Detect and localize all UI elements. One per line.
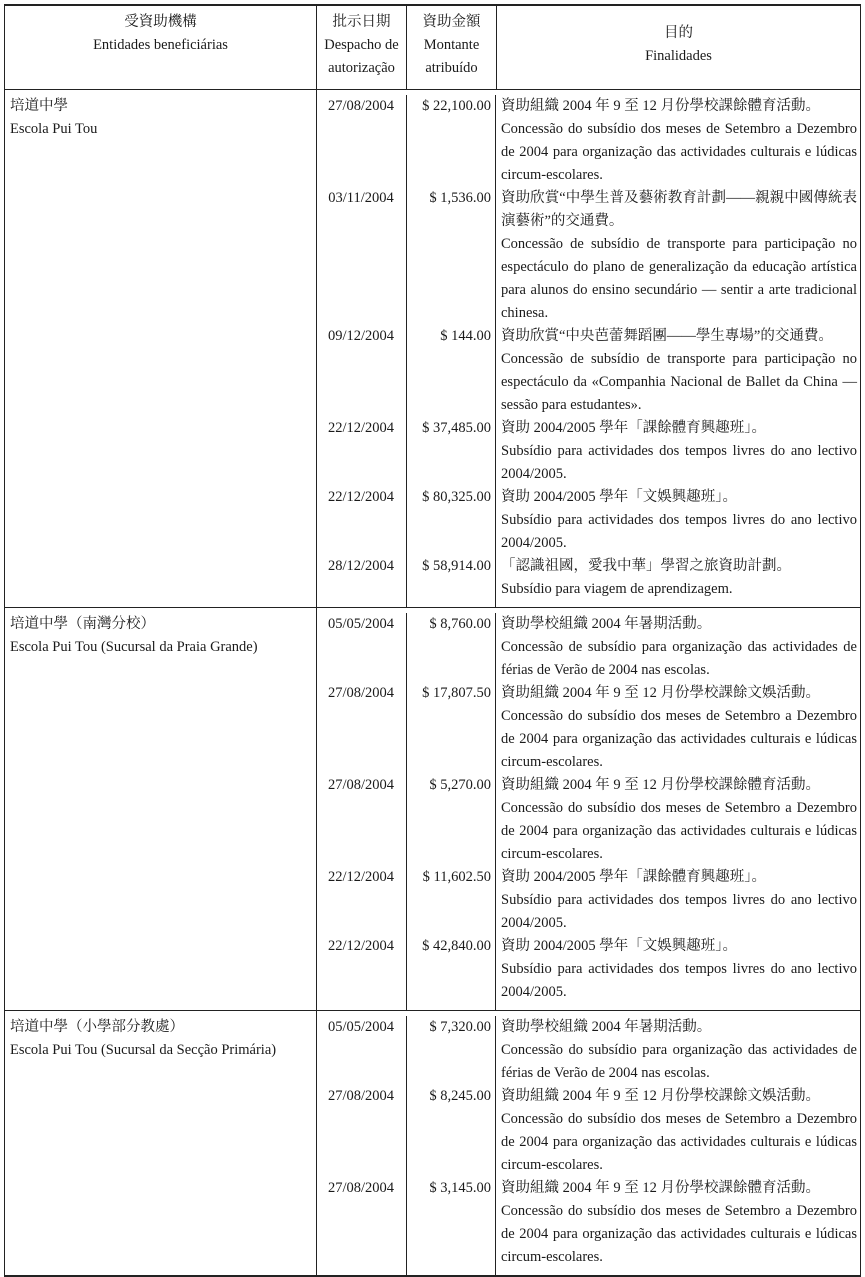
subsidy-table-page	[4, 4, 860, 1265]
entity-name-pt: Escola Pui Tou	[10, 121, 98, 137]
purpose-zh: 資助組織 2004 年 9 至 12 月份學校課餘文娛活動。	[501, 685, 820, 701]
amount-value: $ 5,270.00	[406, 774, 496, 866]
authorization-date: 27/08/2004	[327, 1180, 395, 1196]
header-purpose-pt: Finalidades	[645, 48, 712, 64]
table-row	[316, 608, 861, 682]
purpose-zh: 資助欣賞“中學生普及藝術教育計劃——親親中國傳統表演藝術”的交通費。	[501, 190, 857, 229]
header-date-pt-line2: autorização	[328, 60, 395, 76]
entries-cell	[317, 1011, 861, 1277]
table-row	[316, 90, 861, 187]
purpose-cell	[496, 682, 861, 774]
authorization-date: 22/12/2004	[327, 938, 395, 954]
table-row	[316, 187, 861, 325]
table-row	[316, 555, 861, 601]
purpose-pt: Subsídio para actividades dos tempos livres do ano lectivo 2004/2005.	[501, 961, 857, 1000]
table-group-row	[5, 90, 861, 608]
amount-value: $ 58,914.00	[406, 555, 496, 601]
amount-value: $ 3,145.00	[406, 1177, 496, 1269]
entries-cell	[317, 90, 861, 608]
authorization-date: 27/08/2004	[327, 1088, 395, 1104]
authorization-date: 27/08/2004	[327, 777, 395, 793]
purpose-cell	[496, 187, 861, 325]
purpose-zh: 資助 2004/2005 學年「課餘體育興趣班」。	[501, 420, 767, 436]
purpose-zh: 資助 2004/2005 學年「文娛興趣班」。	[501, 938, 738, 954]
purpose-pt: Concessão do subsídio para organização das actividades de férias de Verão de 2004 nas escolas.	[501, 1042, 857, 1081]
table-row	[316, 682, 861, 774]
purpose-pt: Concessão de subsídio para organização das actividades de férias de Verão de 2004 nas escolas.	[501, 639, 857, 678]
amount-value: $ 80,325.00	[406, 486, 496, 555]
row-spacer	[316, 1004, 861, 1010]
table-row	[316, 1085, 861, 1177]
table-row	[316, 935, 861, 1004]
purpose-pt: Concessão de subsídio de transporte para participação no espectáculo do plano de generalização da educação artística para alunos do ensino secundário — sentir a arte tradicional chinesa.	[501, 236, 857, 321]
spacer-purpose	[496, 601, 861, 607]
amount-value: $ 1,536.00	[406, 187, 496, 325]
purpose-zh: 資助組織 2004 年 9 至 12 月份學校課餘體育活動。	[501, 98, 820, 114]
purpose-cell	[496, 613, 861, 682]
entity-name-zh: 培道中學（小學部分教處）	[10, 1019, 184, 1035]
authorization-date: 03/11/2004	[328, 190, 394, 206]
header-date-zh: 批示日期	[332, 14, 391, 30]
spacer-date	[316, 1269, 406, 1275]
entity-name-pt: Escola Pui Tou (Sucursal da Praia Grande)	[10, 639, 258, 655]
authorization-date: 22/12/2004	[327, 420, 395, 436]
amount-value: $ 8,760.00	[406, 613, 496, 682]
purpose-zh: 資助組織 2004 年 9 至 12 月份學校課餘體育活動。	[501, 1180, 820, 1196]
amount-value: $ 42,840.00	[406, 935, 496, 1004]
amount-value: $ 17,807.50	[406, 682, 496, 774]
purpose-zh: 資助 2004/2005 學年「課餘體育興趣班」。	[501, 869, 767, 885]
authorization-date: 05/05/2004	[327, 616, 395, 632]
entity-name-pt: Escola Pui Tou (Sucursal da Secção Primária)	[10, 1042, 277, 1058]
table-group-row	[5, 608, 861, 1011]
header-amount-pt-line1: Montante	[423, 37, 480, 53]
header-purpose	[497, 5, 861, 90]
purpose-cell	[496, 935, 861, 1004]
entity-cell	[5, 1011, 317, 1277]
purpose-zh: 資助學校組織 2004 年暑期活動。	[501, 616, 712, 632]
header-amount-zh: 資助金額	[422, 14, 481, 30]
purpose-cell	[496, 325, 861, 417]
purpose-pt: Subsídio para actividades dos tempos livres do ano lectivo 2004/2005.	[501, 892, 857, 931]
spacer-amount	[406, 601, 496, 607]
subsidy-table	[4, 4, 861, 1277]
spacer-amount	[406, 1269, 496, 1275]
purpose-cell	[496, 1016, 861, 1085]
authorization-date: 28/12/2004	[327, 558, 395, 574]
purpose-cell	[496, 486, 861, 555]
purpose-cell	[496, 866, 861, 935]
table-row	[316, 417, 861, 486]
amount-value: $ 22,100.00	[406, 95, 496, 187]
purpose-pt: Subsídio para actividades dos tempos livres do ano lectivo 2004/2005.	[501, 512, 857, 551]
purpose-cell	[496, 1085, 861, 1177]
purpose-cell	[496, 1177, 861, 1269]
header-amount-pt-line2: atribuído	[425, 60, 478, 76]
entity-name-zh: 培道中學（南灣分校）	[10, 616, 155, 632]
table-group-row	[5, 1011, 861, 1277]
header-entities-pt: Entidades beneficiárias	[93, 37, 228, 53]
entity-name-zh: 培道中學	[10, 98, 68, 114]
purpose-pt: Concessão de subsídio de transporte para participação no espectáculo da «Companhia Nacional de Ballet da China — sessão para estudantes».	[501, 351, 857, 413]
authorization-date: 09/12/2004	[327, 328, 395, 344]
row-spacer	[316, 601, 861, 607]
table-row	[316, 1177, 861, 1269]
authorization-date: 22/12/2004	[327, 489, 395, 505]
purpose-zh: 資助組織 2004 年 9 至 12 月份學校課餘體育活動。	[501, 777, 820, 793]
spacer-date	[316, 601, 406, 607]
entity-cell	[5, 90, 317, 608]
authorization-date: 05/05/2004	[327, 1019, 395, 1035]
authorization-date: 27/08/2004	[327, 98, 395, 114]
amount-value: $ 8,245.00	[406, 1085, 496, 1177]
amount-value: $ 11,602.50	[406, 866, 496, 935]
amount-value: $ 7,320.00	[406, 1016, 496, 1085]
table-row	[316, 774, 861, 866]
authorization-date: 27/08/2004	[327, 685, 395, 701]
amount-value: $ 37,485.00	[406, 417, 496, 486]
purpose-zh: 資助學校組織 2004 年暑期活動。	[501, 1019, 712, 1035]
purpose-cell	[496, 555, 861, 601]
entries-cell	[317, 608, 861, 1011]
header-purpose-zh: 目的	[664, 25, 693, 41]
spacer-date	[316, 1004, 406, 1010]
spacer-amount	[406, 1004, 496, 1010]
purpose-zh: 「認識祖國，愛我中華」學習之旅資助計劃。	[501, 558, 791, 574]
purpose-cell	[496, 95, 861, 187]
header-entities	[5, 5, 317, 90]
header-date	[317, 5, 407, 90]
amount-value: $ 144.00	[406, 325, 496, 417]
spacer-purpose	[496, 1004, 861, 1010]
purpose-zh: 資助組織 2004 年 9 至 12 月份學校課餘文娛活動。	[501, 1088, 820, 1104]
table-header-row	[5, 5, 861, 90]
purpose-pt: Concessão do subsídio dos meses de Setembro a Dezembro de 2004 para organização das actividades culturais e lúdicas circum-escolares.	[501, 1111, 857, 1173]
header-date-pt-line1: Despacho de	[324, 37, 399, 53]
header-amount	[407, 5, 497, 90]
purpose-cell	[496, 774, 861, 866]
purpose-pt: Subsídio para actividades dos tempos livres do ano lectivo 2004/2005.	[501, 443, 857, 482]
table-body	[5, 90, 861, 1277]
row-spacer	[316, 1269, 861, 1275]
header-entities-zh: 受資助機構	[124, 14, 197, 30]
purpose-pt: Subsídio para viagem de aprendizagem.	[501, 581, 733, 597]
authorization-date: 22/12/2004	[327, 869, 395, 885]
table-row	[316, 1011, 861, 1085]
purpose-pt: Concessão do subsídio dos meses de Setembro a Dezembro de 2004 para organização das actividades culturais e lúdicas circum-escolares.	[501, 1203, 857, 1265]
purpose-cell	[496, 417, 861, 486]
purpose-pt: Concessão do subsídio dos meses de Setembro a Dezembro de 2004 para organização das actividades culturais e lúdicas circum-escolares.	[501, 800, 857, 862]
table-row	[316, 486, 861, 555]
purpose-zh: 資助欣賞“中央芭蕾舞蹈團——學生專場”的交通費。	[501, 328, 833, 344]
purpose-pt: Concessão do subsídio dos meses de Setembro a Dezembro de 2004 para organização das actividades culturais e lúdicas circum-escolares.	[501, 121, 857, 183]
purpose-pt: Concessão do subsídio dos meses de Setembro a Dezembro de 2004 para organização das actividades culturais e lúdicas circum-escolares.	[501, 708, 857, 770]
table-row	[316, 866, 861, 935]
spacer-purpose	[496, 1269, 861, 1275]
purpose-zh: 資助 2004/2005 學年「文娛興趣班」。	[501, 489, 738, 505]
entity-cell	[5, 608, 317, 1011]
table-row	[316, 325, 861, 417]
